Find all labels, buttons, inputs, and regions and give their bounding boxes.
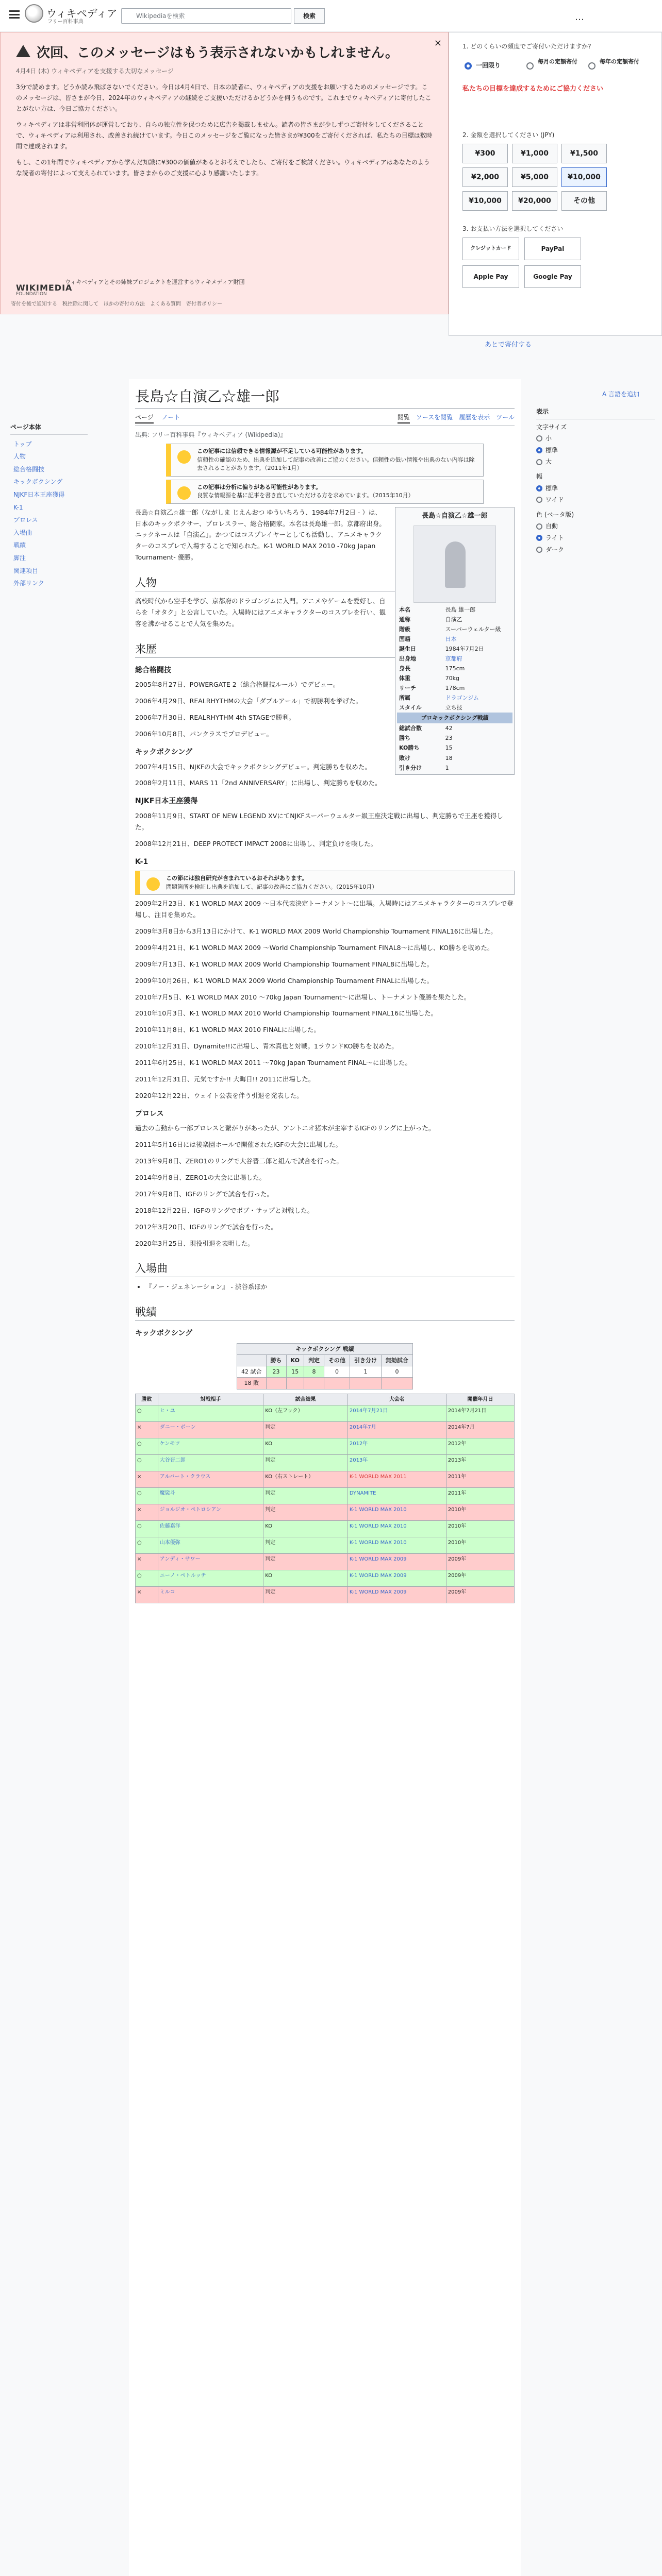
tab-talk[interactable]: ノート: [161, 414, 180, 421]
amount-option[interactable]: ¥300: [462, 144, 508, 163]
amount-option[interactable]: ¥5,000: [512, 167, 557, 187]
toc-item[interactable]: 人物: [13, 453, 26, 461]
infobox-value: 18: [445, 754, 453, 761]
goal-note: 私たちの目標を達成するためにご協力ください: [462, 85, 604, 93]
paragraph: 2020年12月22日、ウェイト公表を伴う引退を発表した。: [135, 1091, 303, 1099]
col-head: 大会名: [347, 1394, 446, 1405]
cell: KO: [263, 1570, 348, 1587]
radio[interactable]: [536, 547, 542, 553]
lead-paragraph: 長島☆自演乙☆雄一郎（ながしま じえんおつ ゆういちろう、1984年7月2日 - ）は、日本のキックボクサー、プロレスラー、総合格闘家。本名は長島雄一郎。京都府出身。ニックネームは「自演乙」。かつてはコスプレイヤーとしても活動し、アニメキャラクターのコスプレで入場することで知られた。K-1 WORLD MAX 2010 -70kg Japan Tournament- 優勝。: [135, 508, 386, 562]
radio[interactable]: [536, 459, 542, 465]
warning-icon: [16, 45, 30, 57]
cell[interactable]: ケンモツ: [158, 1438, 263, 1455]
cell: 0: [324, 1366, 350, 1378]
mbox-title: この記事には信頼できる情報源が不足している可能性があります。: [197, 448, 367, 455]
radio[interactable]: [536, 523, 542, 530]
cell[interactable]: 大谷晋二郎: [158, 1455, 263, 1471]
cell: [381, 1378, 412, 1389]
cell: ○: [136, 1521, 158, 1537]
col-head: 判定: [304, 1355, 324, 1366]
wikimedia-logo: WIKIMEDIA: [16, 283, 73, 293]
amount-option[interactable]: ¥1,000: [512, 144, 557, 163]
cell: ×: [136, 1587, 158, 1603]
radio[interactable]: [536, 497, 542, 503]
radio[interactable]: [536, 535, 542, 541]
toc-item[interactable]: 総合格闘技: [13, 465, 45, 473]
infobox-value: 42: [445, 725, 453, 732]
tagline: フリー百科事典: [47, 19, 84, 25]
cell[interactable]: K-1 WORLD MAX 2010: [347, 1521, 446, 1537]
toc-item[interactable]: プロレス: [13, 516, 38, 524]
toc-item[interactable]: 脚注: [13, 554, 26, 562]
cell: 2010年: [446, 1504, 514, 1521]
infobox-value: 15: [445, 744, 453, 752]
more-options-icon[interactable]: …: [575, 12, 584, 23]
infobox-label: 総試合数: [399, 725, 422, 732]
mbox-body: 問題箇所を検証し出典を追加して、記事の改善にご協力ください。（2015年10月）: [166, 883, 378, 890]
amount-option[interactable]: ¥2,000: [462, 167, 508, 187]
cell[interactable]: アンディ・サワー: [158, 1554, 263, 1570]
infobox-label: 所属: [399, 694, 410, 702]
paragraph: 2009年3月8日から3月13日にかけて、K-1 WORLD MAX 2009 World Championship Tournament FINAL16に出場した。: [135, 927, 497, 936]
infobox-value: 自演乙: [445, 616, 462, 623]
cell: [350, 1378, 381, 1389]
cell[interactable]: 2012年: [347, 1438, 446, 1455]
toc-item[interactable]: トップ: [13, 440, 32, 448]
amount-question: 2. 金額を選択してください (JPY): [462, 131, 555, 139]
cell: [266, 1378, 286, 1389]
toc-item[interactable]: 関連項目: [13, 567, 39, 574]
cell: ○: [136, 1570, 158, 1587]
pay-apple-button[interactable]: Apple Pay: [462, 265, 519, 288]
cell: 判定: [263, 1504, 348, 1521]
amount-option[interactable]: ¥10,000: [561, 167, 607, 187]
amount-other[interactable]: その他: [561, 191, 607, 211]
infobox-value[interactable]: 日本: [445, 635, 457, 642]
text-size-option[interactable]: 標準: [545, 446, 558, 454]
paragraph: 2006年7月30日、REALRHYTHM 4th STAGEで勝利。: [135, 714, 295, 722]
cell[interactable]: 山本優弥: [158, 1537, 263, 1554]
toc-item[interactable]: 外部リンク: [13, 580, 44, 587]
mbox-body: 信頼性の確認のため、出典を追加して記事の改善にご協力ください。信頼性の低い情報や出典のない内容は除去されることがあります。（2011年1月）: [197, 456, 475, 472]
width-option[interactable]: ワイド: [545, 496, 564, 504]
paragraph: 2009年7月13日、K-1 WORLD MAX 2009 World Championship Tournament FINAL8に出場した。: [135, 960, 434, 968]
cell: 2010年: [446, 1521, 514, 1537]
site-header: [0, 0, 662, 32]
cell[interactable]: K-1 WORLD MAX 2009: [347, 1570, 446, 1587]
color-option[interactable]: 自動: [545, 522, 558, 530]
col-head: 勝ち: [266, 1355, 286, 1366]
cell: 2010年: [446, 1537, 514, 1554]
cell: KO: [263, 1438, 348, 1455]
cell: 42 試合: [237, 1366, 267, 1378]
wordmark[interactable]: ウィキペディア: [46, 7, 118, 20]
cell: 2011年: [446, 1488, 514, 1504]
page-tabs: [135, 409, 515, 426]
page-title: 長島☆自演乙☆雄一郎: [135, 379, 515, 409]
tab-history[interactable]: 履歴を表示: [459, 414, 490, 421]
cell: 2009年: [446, 1554, 514, 1570]
cell: 2009年: [446, 1570, 514, 1587]
cell: 2014年7月: [446, 1422, 514, 1438]
subsection-heading: K-1: [135, 857, 148, 866]
cell[interactable]: 佐藤嘉洋: [158, 1521, 263, 1537]
option-once[interactable]: 一回限り: [476, 62, 501, 69]
section-heading: 人物: [135, 574, 515, 591]
mbox-body: 良質な情報源を基に記事を書き直していただける方を求めています。（2015年10月）: [197, 492, 414, 499]
cell: KO: [263, 1521, 348, 1537]
col-head: その他: [324, 1355, 350, 1366]
pay-google-button[interactable]: Google Pay: [524, 265, 581, 288]
list-item: • 『ノー・ジェネレーション』 - 渋谷系ほか: [145, 1281, 515, 1292]
subsection-heading: キックボクシング: [135, 748, 193, 756]
appearance-panel: [536, 402, 655, 556]
tab-tools[interactable]: ツール: [496, 414, 515, 421]
cell[interactable]: 魔裟斗: [158, 1488, 263, 1504]
infobox-value: 1: [445, 764, 449, 771]
cell[interactable]: K-1 WORLD MAX 2009: [347, 1554, 446, 1570]
banner-body: [16, 82, 434, 184]
sidebar-toc: [10, 422, 88, 590]
table-header: キックボクシング 戦績: [237, 1344, 413, 1355]
cell[interactable]: 2014年7月: [347, 1422, 446, 1438]
cell: 18 敗: [237, 1378, 267, 1389]
infobox-value: 立ち技: [445, 704, 462, 711]
cell: 判定: [263, 1488, 348, 1504]
toc-item[interactable]: K-1: [13, 503, 23, 511]
payment-question: 3. お支払い方法を選択してください: [462, 225, 564, 232]
toc-item[interactable]: 入場曲: [13, 529, 32, 536]
paragraph: 2006年4月29日、REALRHYTHMの大会「ダブルアール」で初勝利を挙げた。: [135, 697, 362, 705]
cell: 判定: [263, 1587, 348, 1603]
infobox-label: 体重: [399, 675, 410, 682]
col-head: 勝敗: [136, 1394, 158, 1405]
cell: 8: [304, 1366, 324, 1378]
donation-banner: [0, 32, 449, 314]
infobox-label: 出身地: [399, 655, 416, 663]
section-heading: 来歴: [135, 641, 515, 658]
cell[interactable]: DYNAMITE: [347, 1488, 446, 1504]
paragraph: 2011年12月31日、元気ですか!! 大晦日!! 2011に出場した。: [135, 1075, 315, 1083]
banner-subtitle: 4月4日 (木) ウィキペディアを支援する大切なメッセージ: [16, 67, 174, 75]
donate-later-link[interactable]: あとで寄付する: [485, 341, 532, 349]
color-option[interactable]: ダーク: [545, 546, 565, 553]
maintenance-box: [135, 871, 515, 895]
paragraph: 2010年11月8日、K-1 WORLD MAX 2010 FINALに出場した。: [135, 1026, 320, 1034]
paragraph: 2020年3月25日、現役引退を表明した。: [135, 1239, 254, 1247]
cell: 2011年: [446, 1471, 514, 1488]
cell: ×: [136, 1504, 158, 1521]
infobox-label: 通称: [399, 616, 410, 623]
cell: ○: [136, 1438, 158, 1455]
cell: ×: [136, 1471, 158, 1488]
paragraph: 2013年9月8日、ZERO1のリングで大谷晋二郎と組んで試合を行った。: [135, 1157, 343, 1165]
frequency-question: 1. どのくらいの頻度でご寄付いただけますか?: [462, 43, 591, 50]
paragraph: 2014年9月8日、ZERO1の大会に出場した。: [135, 1174, 266, 1181]
col-head: KO: [286, 1355, 304, 1366]
tab-view-source[interactable]: ソースを閲覧: [416, 414, 453, 421]
cell[interactable]: ジョルジオ・ペトロシアン: [158, 1504, 263, 1521]
cell[interactable]: ミルコ: [158, 1587, 263, 1603]
radio-yearly[interactable]: [588, 62, 595, 70]
paragraph: 2011年6月25日、K-1 WORLD MAX 2011 ～70kg Japan Tournament FINAL～に出場した。: [135, 1059, 411, 1067]
amount-option[interactable]: ¥10,000: [462, 191, 508, 211]
width-head: 幅: [536, 472, 543, 480]
section-heading: 入場曲: [135, 1260, 515, 1277]
banner-links[interactable]: 寄付を後で通知する 税控除に関して ほかの寄付の方法 よくある質問 寄付者ポリシー: [11, 301, 222, 307]
pay-paypal-button[interactable]: PayPal: [524, 238, 581, 260]
amount-option[interactable]: ¥1,500: [561, 144, 607, 163]
cell: 2009年: [446, 1587, 514, 1603]
radio[interactable]: [536, 485, 542, 492]
paragraph: 2011年5月16日には後楽園ホールで開催されたIGFの大会に出場した。: [135, 1141, 342, 1149]
pay-card-button[interactable]: クレジットカード: [462, 238, 519, 260]
cell: 判定: [263, 1554, 348, 1570]
cell[interactable]: K-1 WORLD MAX 2010: [347, 1504, 446, 1521]
col-head: 試合結果: [263, 1394, 348, 1405]
infobox-label: 誕生日: [399, 646, 416, 653]
cell: 2014年7月21日: [446, 1405, 514, 1422]
cell[interactable]: ヒ・ユ: [158, 1405, 263, 1422]
subsection-heading: 総合格闘技: [135, 666, 171, 674]
paragraph: 2017年9月8日、IGFのリングで試合を行った。: [135, 1190, 274, 1198]
text-size-option[interactable]: 大: [545, 458, 552, 466]
cell: KO（左フック）: [263, 1405, 348, 1422]
infobox-label: 本名: [399, 606, 410, 613]
infobox-value: 178cm: [445, 685, 465, 692]
menu-icon[interactable]: [9, 10, 20, 19]
paragraph: 2008年12月21日、DEEP PROTECT IMPACT 2008に出場し、判定負けを喫した。: [135, 839, 377, 848]
cell[interactable]: ダニー・ボーン: [158, 1422, 263, 1438]
cell: [286, 1378, 304, 1389]
paragraph: 2008年11月9日、START OF NEW LEGEND XVにてNJKFスーパーウェルター級王座決定戦に出場し、判定勝ちで王座を獲得した。: [135, 812, 503, 831]
cell: ○: [136, 1405, 158, 1422]
text-size-head: 文字サイズ: [536, 423, 567, 431]
col-head: 引き分け: [350, 1355, 381, 1366]
mbox-title: この節には独自研究が含まれているおそれがあります。: [166, 875, 308, 882]
infobox-label: 勝ち: [399, 735, 410, 742]
cell: ×: [136, 1422, 158, 1438]
paragraph: 2009年2月23日、K-1 WORLD MAX 2009 ～日本代表決定トーナメント～に出場。入場時にはアニメキャラクターのコスプレで登場し、注目を集めた。: [135, 900, 514, 919]
radio[interactable]: [536, 435, 542, 442]
cell: [324, 1378, 350, 1389]
portrait-image[interactable]: [413, 526, 496, 603]
cell[interactable]: K-1 WORLD MAX 2011: [347, 1471, 446, 1488]
search-button[interactable]: 検索: [294, 8, 325, 24]
amount-option[interactable]: ¥20,000: [512, 191, 557, 211]
cell: ○: [136, 1455, 158, 1471]
infobox-label: 敗け: [399, 754, 410, 761]
cell[interactable]: K-1 WORLD MAX 2009: [347, 1587, 446, 1603]
radio[interactable]: [536, 447, 542, 453]
infobox-value[interactable]: 京都府: [445, 655, 462, 663]
cell: [304, 1378, 324, 1389]
cell: ×: [136, 1554, 158, 1570]
cell[interactable]: 2014年7月21日: [347, 1405, 446, 1422]
wikipedia-logo[interactable]: [25, 4, 43, 23]
tab-read[interactable]: 閲覧: [398, 413, 410, 423]
cell: 判定: [263, 1537, 348, 1554]
cell: 判定: [263, 1422, 348, 1438]
paragraph: 2007年4月15日、NJKFの大会でキックボクシングデビュー。判定勝ちを収めた。: [135, 762, 371, 771]
text-size-option[interactable]: 小: [545, 435, 552, 443]
paragraph: 2005年8月27日、POWERGATE 2（総合格闘技ルール）でデビュー。: [135, 681, 339, 689]
cell: ○: [136, 1488, 158, 1504]
from-line: 出典: フリー百科事典『ウィキペディア (Wikipedia)』: [135, 431, 287, 438]
cell: 2013年: [446, 1455, 514, 1471]
radio-monthly[interactable]: [526, 62, 534, 70]
maintenance-box: [166, 480, 484, 504]
infobox-section: プロキックボクシング戦績: [397, 713, 512, 723]
cell: KO（右ストレート）: [263, 1471, 348, 1488]
paragraph: 過去の言動から一部プロレスと繋がりがあったが、アントニオ猪木が主宰するIGFのリングに上がった。: [135, 1124, 435, 1132]
wikimedia-logo-sub: FOUNDATION: [16, 292, 47, 297]
cell[interactable]: アルバート・クラウス: [158, 1471, 263, 1488]
infobox-value: 23: [445, 735, 453, 742]
infobox-label: 国籍: [399, 635, 410, 642]
cell[interactable]: 2013年: [347, 1455, 446, 1471]
cell: ○: [136, 1537, 158, 1554]
mbox-title: この記事は分析に偏りがある可能性があります。: [197, 483, 322, 490]
toc-item[interactable]: キックボクシング: [13, 478, 63, 486]
infobox-label: スタイル: [399, 704, 422, 711]
infobox-title: 長島☆自演乙☆雄一郎: [422, 512, 488, 520]
infobox-label: 階級: [399, 625, 410, 633]
subsection-heading: キックボクシング: [135, 1329, 193, 1337]
subsection-heading: プロレス: [135, 1109, 164, 1118]
option-yearly[interactable]: 毎年の定額寄付: [600, 58, 639, 65]
cell[interactable]: K-1 WORLD MAX 2010: [347, 1537, 446, 1554]
cell: 1: [350, 1366, 381, 1378]
paragraph: 2012年3月20日、IGFのリングで試合を行った。: [135, 1223, 277, 1231]
paragraph: 2010年7月5日、K-1 WORLD MAX 2010 ～70kg Japan Tournament～に出場し、トーナメント優勝を果たした。: [135, 993, 471, 1001]
record-summary-table: [237, 1343, 413, 1389]
toc-item[interactable]: NJKF日本王座獲得: [13, 490, 65, 498]
infobox-value: 長島 雄一郎: [445, 606, 476, 613]
cell: 2012年: [446, 1438, 514, 1455]
section-heading: 戦績: [135, 1304, 515, 1321]
subsection-heading: NJKF日本王座獲得: [135, 797, 198, 806]
infobox-label: KO勝ち: [399, 744, 420, 752]
color-option[interactable]: ライト: [545, 534, 564, 541]
infobox-label: 引き分け: [399, 764, 422, 771]
infobox: [395, 507, 515, 775]
infobox-label: 身長: [399, 665, 410, 672]
banner-title: 次回、このメッセージはもう表示されないかもしれません。: [37, 45, 399, 61]
banner-paragraph: 3分で読めます。どうか読み飛ばさないでください。今日は4月4日で、日本の読者に、ウィキペディアの支援をお願いするためのメッセージです。このメッセージは、皆さまが今日、2024年のウィキペディアの継続をご支援いただけるかどうかを伺うものです。これまでウィキペディアに寄付したことがない方は、今日ご協力ください。: [16, 83, 432, 112]
search-input[interactable]: Wikipediaを検索: [121, 8, 291, 24]
banner-paragraph: ウィキペディアは非営利団体が運営しており、自らの独立性を保つために広告を掲載しません。読者の皆さまが少しずつご寄付をしてくださることで、ウィキペディアは利用され、改善され続けています。今日このメッセージをご覧になった皆さまが¥300をご寄付くだされば、私たちの目標は数時間で達成されます。: [16, 121, 433, 150]
infobox-value: 1984年7月2日: [445, 646, 484, 653]
option-monthly[interactable]: 毎月の定額寄付: [538, 58, 577, 65]
cell[interactable]: ニーノ・ペトルッチ: [158, 1570, 263, 1587]
paragraph: 2010年12月31日、Dynamite!!に出場し、青木真也と対戦。1ラウンドKO勝ちを収めた。: [135, 1042, 398, 1050]
paragraph: 2008年2月11日、MARS 11「2nd ANNIVERSARY」に出場し、判定勝ちを収めた。: [135, 779, 382, 787]
results-table: [135, 1394, 515, 1604]
appearance-head: 表示: [536, 407, 655, 419]
add-languages-link[interactable]: A 言語を追加: [602, 391, 639, 398]
col-head: 無効試合: [381, 1355, 412, 1366]
tab-page[interactable]: ページ: [135, 413, 154, 423]
donation-form: [449, 32, 662, 336]
infobox-value: 175cm: [445, 665, 465, 672]
width-option[interactable]: 標準: [545, 484, 558, 492]
col-head: [237, 1355, 267, 1366]
infobox-value[interactable]: ドラゴンジム: [445, 694, 479, 702]
close-icon[interactable]: ✕: [434, 38, 442, 49]
paragraph: 2006年10月8日、パンクラスでプロデビュー。: [135, 730, 273, 738]
cell: 判定: [263, 1455, 348, 1471]
toc-head: ページ本体: [10, 422, 88, 435]
banner-paragraph: もし、この1年間でウィキペディアから学んだ知識に¥300の価値があるとお考えでしたら、ご寄付をご検討ください。ウィキペディアはあなたのような読者の寄付によって支えられています。皆さまからのご支援に心より感謝いたします。: [16, 159, 430, 177]
paragraph: 2010年10月3日、K-1 WORLD MAX 2010 World Championship Tournament FINAL16に出場した。: [135, 1009, 438, 1018]
paragraph: 2009年10月26日、K-1 WORLD MAX 2009 World Championship Tournament FINALに出場した。: [135, 976, 434, 985]
col-head: 開催年月日: [446, 1394, 514, 1405]
paragraph: 2009年4月21日、K-1 WORLD MAX 2009 ～World Championship Tournament FINAL8～に出場し、KO勝ちを収めた。: [135, 943, 494, 952]
radio-once[interactable]: [465, 62, 472, 70]
toc-item[interactable]: 戦績: [13, 541, 26, 549]
infobox-value: スーパーウェルター級: [445, 625, 501, 633]
color-head: 色 (ベータ版): [536, 511, 574, 518]
infobox-value: 70kg: [445, 675, 459, 682]
maintenance-box: [166, 444, 484, 477]
col-head: 対戦相手: [158, 1394, 263, 1405]
cell: 23: [266, 1366, 286, 1378]
cell: 0: [381, 1366, 412, 1378]
banner-foot: ウィキペディアとその姉妹プロジェクトを運営するウィキメディア財団: [65, 279, 245, 285]
infobox-label: リーチ: [399, 685, 416, 692]
paragraph: 高校時代から空手を学び、京都府のドラゴンジムに入門。アニメやゲームを愛好し、自らを「オタク」と公言していた。入場時にはアニメキャラクターのコスプレを行い、観客を沸かせることで人気を集めた。: [135, 597, 386, 628]
cell: 15: [286, 1366, 304, 1378]
paragraph: 2018年12月22日、IGFのリングでボブ・サップと対戦した。: [135, 1206, 314, 1214]
